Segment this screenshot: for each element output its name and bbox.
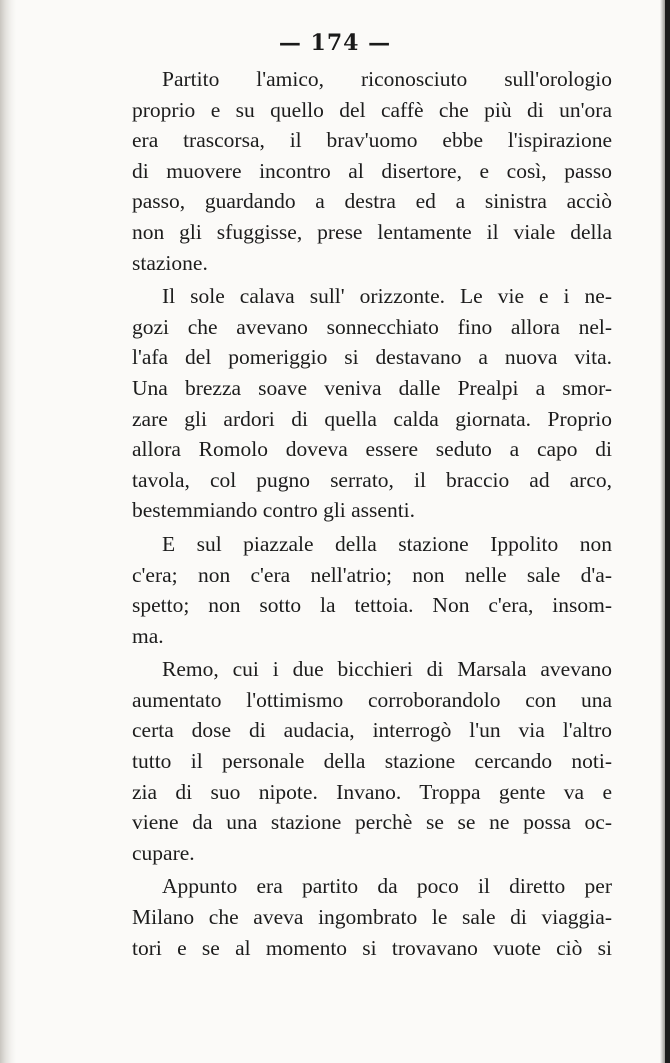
text-line: tori e se al momento si trovavano vuote ciò si <box>132 935 612 960</box>
text-line: Appunto era partito da poco il diretto per <box>162 874 612 899</box>
text-line: Remo, cui i due bicchieri di Marsala avevano <box>162 657 612 682</box>
text-line: E sul piazzale della stazione Ippolito non <box>162 531 612 556</box>
text-line: ma. <box>132 623 164 648</box>
text-line: l'afa del pomeriggio si destavano a nuova vita. <box>132 345 612 370</box>
text-line: cupare. <box>132 840 195 865</box>
text-line: stazione. <box>132 250 208 275</box>
body-text <box>132 64 612 963</box>
text-line: allora Romolo doveva essere seduto a capo di <box>132 437 612 462</box>
text-line: Una brezza soave veniva dalle Prealpi a smor- <box>132 375 612 400</box>
text-line: passo, guardando a destra ed a sinistra acciò <box>132 189 612 214</box>
text-line: Il sole calava sull' orizzonte. Le vie e i ne- <box>162 284 612 309</box>
text-line: proprio e su quello del caffè che più di un'ora <box>132 97 612 122</box>
text-line: zare gli ardori di quella calda giornata. Proprio <box>132 406 612 431</box>
page-number: — 174 — <box>278 30 392 56</box>
text-line: tavola, col pugno serrato, il braccio ad arco, <box>132 467 612 492</box>
text-line: tutto il personale della stazione cercando noti- <box>132 749 612 774</box>
text-line: non gli sfuggisse, prese lentamente il viale della <box>132 219 612 244</box>
text-line: certa dose di audacia, interrogò l'un via l'altro <box>132 718 612 743</box>
text-line: c'era; non c'era nell'atrio; non nelle sale d'a- <box>132 562 612 587</box>
text-line: bestemmiando contro gli assenti. <box>132 498 416 523</box>
page-edge <box>665 0 670 1063</box>
text-line: Partito l'amico, riconosciuto sull'orologio <box>162 67 612 91</box>
text-line: aumentato l'ottimismo corroborandolo con una <box>132 687 612 712</box>
text-line: zia di suo nipote. Invano. Troppa gente va e <box>132 779 612 804</box>
page-binding-shadow <box>0 0 16 1063</box>
text-line: era trascorsa, il brav'uomo ebbe l'ispirazione <box>132 128 612 153</box>
text-line: gozi che avevano sonnecchiato fino allora nel- <box>132 314 612 339</box>
text-line: Milano che aveva ingombrato le sale di viaggia- <box>132 905 612 930</box>
text-line: di muovere incontro al disertore, e così, passo <box>132 158 612 183</box>
text-line: viene da una stazione perchè se se ne possa oc- <box>132 810 612 835</box>
text-line: spetto; non sotto la tettoia. Non c'era, insom- <box>132 593 612 618</box>
